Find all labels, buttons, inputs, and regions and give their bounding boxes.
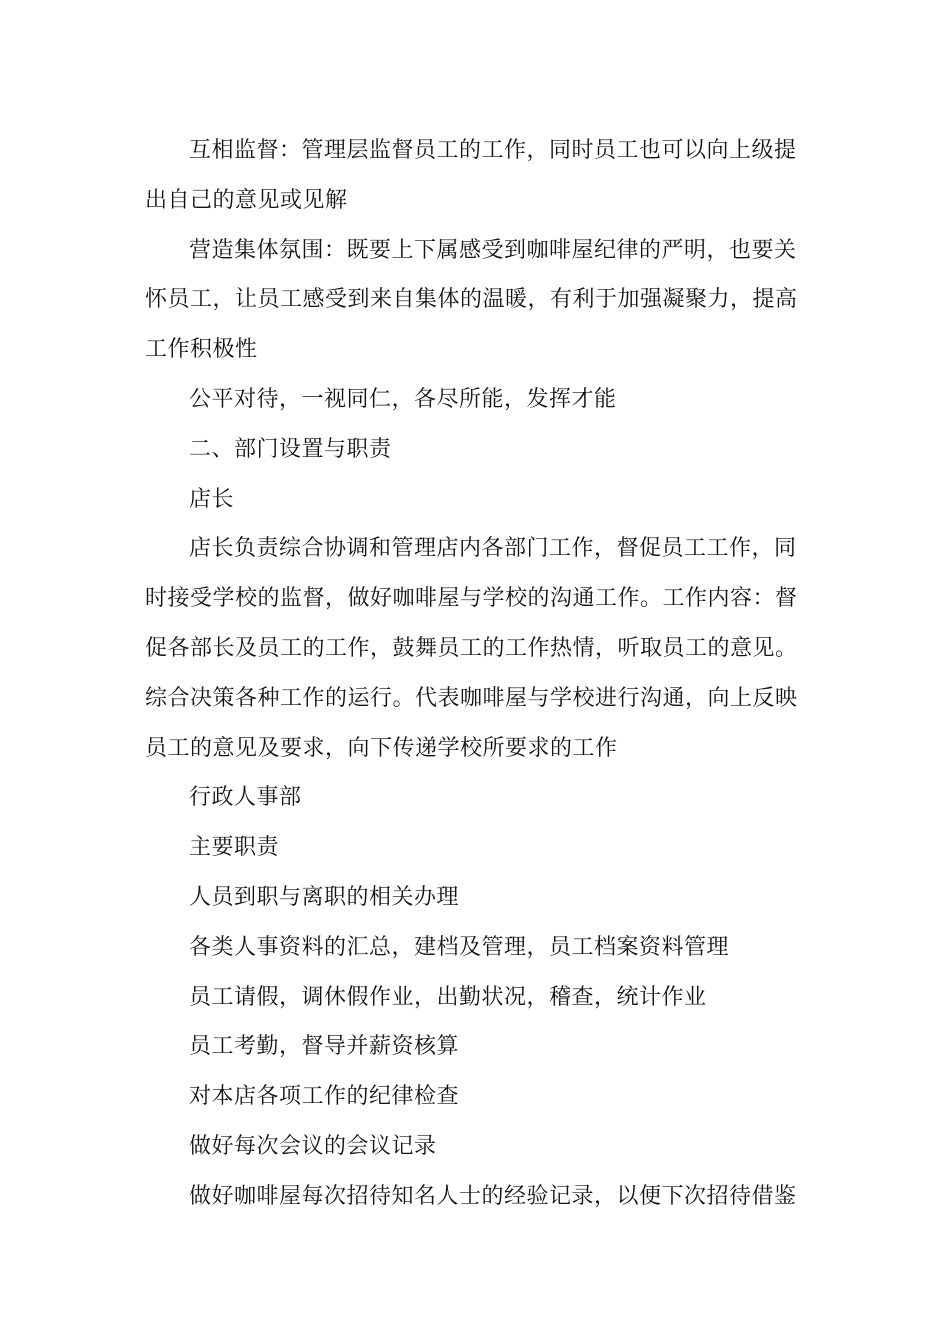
duty-item: 人员到职与离职的相关办理: [189, 884, 460, 910]
section-heading-departments: 二、部门设置与职责: [189, 436, 392, 462]
subheading-store-manager: 店长: [189, 486, 235, 512]
paragraph-mutual-supervision: 互相监督：管理层监督员工的工作，同时员工也可以向上级提出自己的意见或见解: [145, 138, 797, 213]
document-body: [145, 126, 810, 1222]
subheading-admin-hr: 行政人事部: [189, 785, 302, 811]
duty-item: 做好每次会议的会议记录: [189, 1133, 437, 1159]
paragraph-collective-atmosphere: 营造集体氛围：既要上下属感受到咖啡屋纪律的严明，也要关怀员工，让员工感受到来自集体的温暖，有利于加强凝聚力，提高工作积极性: [145, 237, 798, 363]
duty-item: 员工考勤，督导并薪资核算: [189, 1034, 460, 1060]
subheading-main-duties: 主要职责: [189, 835, 280, 861]
duty-item: 对本店各项工作的纪律检查: [189, 1084, 460, 1110]
paragraph-fair-treatment: 公平对待，一视同仁，各尽所能，发挥才能: [189, 386, 617, 412]
duty-item: 做好咖啡屋每次招待知名人士的经验记录，以便下次招待借鉴: [189, 1183, 797, 1209]
duty-item: 员工请假，调休假作业，出勤状况，稽查，统计作业: [189, 984, 707, 1010]
paragraph-store-manager-duties: 店长负责综合协调和管理店内各部门工作，督促员工工作，同时接受学校的监督，做好咖啡屋与学校的沟通工作。工作内容：督促各部长及员工的工作，鼓舞员工的工作热情，听取员工的意见。综合决策各种工作的运行。代表咖啡屋与学校进行沟通，向上反映员工的意见及要求，向下传递学校所要求的工作: [145, 536, 798, 761]
duty-item: 各类人事资料的汇总，建档及管理，员工档案资料管理: [189, 934, 730, 960]
